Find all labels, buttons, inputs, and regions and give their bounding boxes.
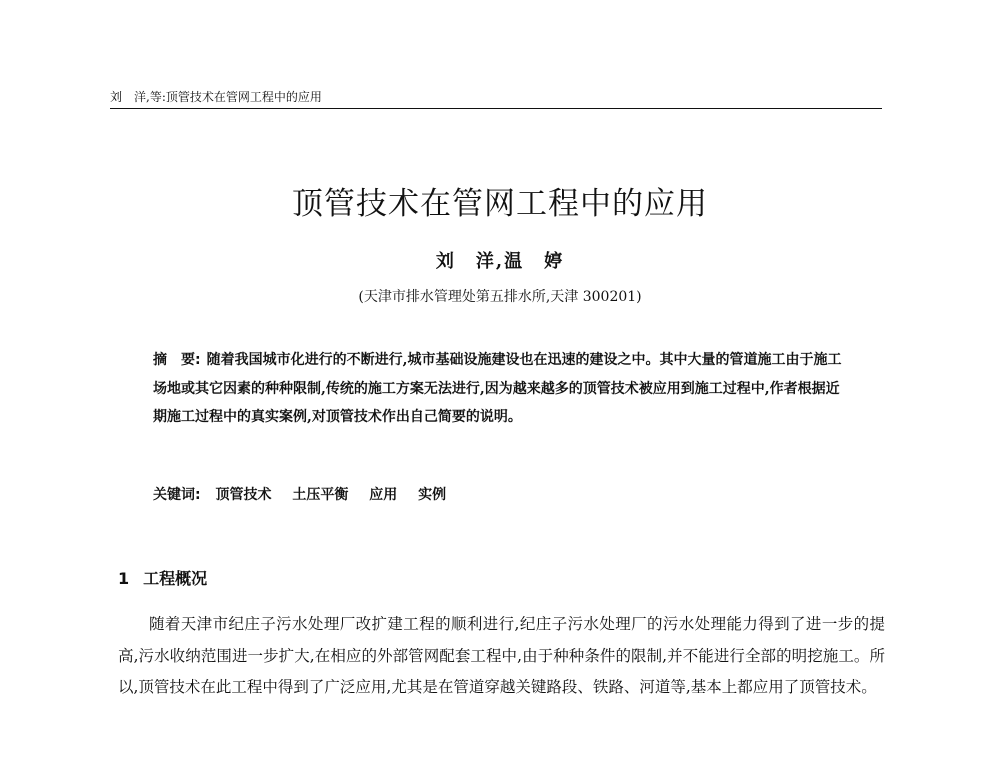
keyword-item: 顶管技术 [215,487,272,503]
keyword-item: 应用 [369,487,398,503]
keyword-item: 实例 [418,487,447,503]
abstract [153,346,853,432]
body-paragraph: 随着天津市纪庄子污水处理厂改扩建工程的顺利进行,纪庄子污水处理厂的污水处理能力得到了进一步的提高,污水收纳范围进一步扩大,在相应的外部管网配套工程中,由于种种条件的限制,并不能进行全部的明挖施工。所以,顶管技术在此工程中得到了广泛应用,尤其是在管道穿越关键路段、铁路、河道等,基本上都应用了顶管技术。 [118,615,885,696]
affiliation: (天津市排水管理处第五排水所,天津 300201) [358,289,642,305]
section-heading [118,566,207,589]
section-number: 1 [118,569,130,588]
paper-title: 顶管技术在管网工程中的应用 [292,186,708,222]
keyword-item: 土压平衡 [292,487,349,503]
running-header: 刘 洋,等:顶管技术在管网工程中的应用 [110,90,322,104]
keywords-label: 关键词: [153,487,201,503]
abstract-label: 摘 要: [153,352,201,368]
authors: 刘 洋,温 婷 [435,251,565,272]
keywords [153,484,853,504]
abstract-text: 随着我国城市化进行的不断进行,城市基础设施建设也在迅速的建设之中。其中大量的管道施工由于施工场地或其它因素的种种限制,传统的施工方案无法进行,因为越来越多的顶管技术被应用到施工过程中,作者根据近期施工过程中的真实案例,对顶管技术作出自己简要的说明。 [153,352,842,425]
section-title: 工程概况 [143,569,208,588]
header-rule [110,108,882,109]
